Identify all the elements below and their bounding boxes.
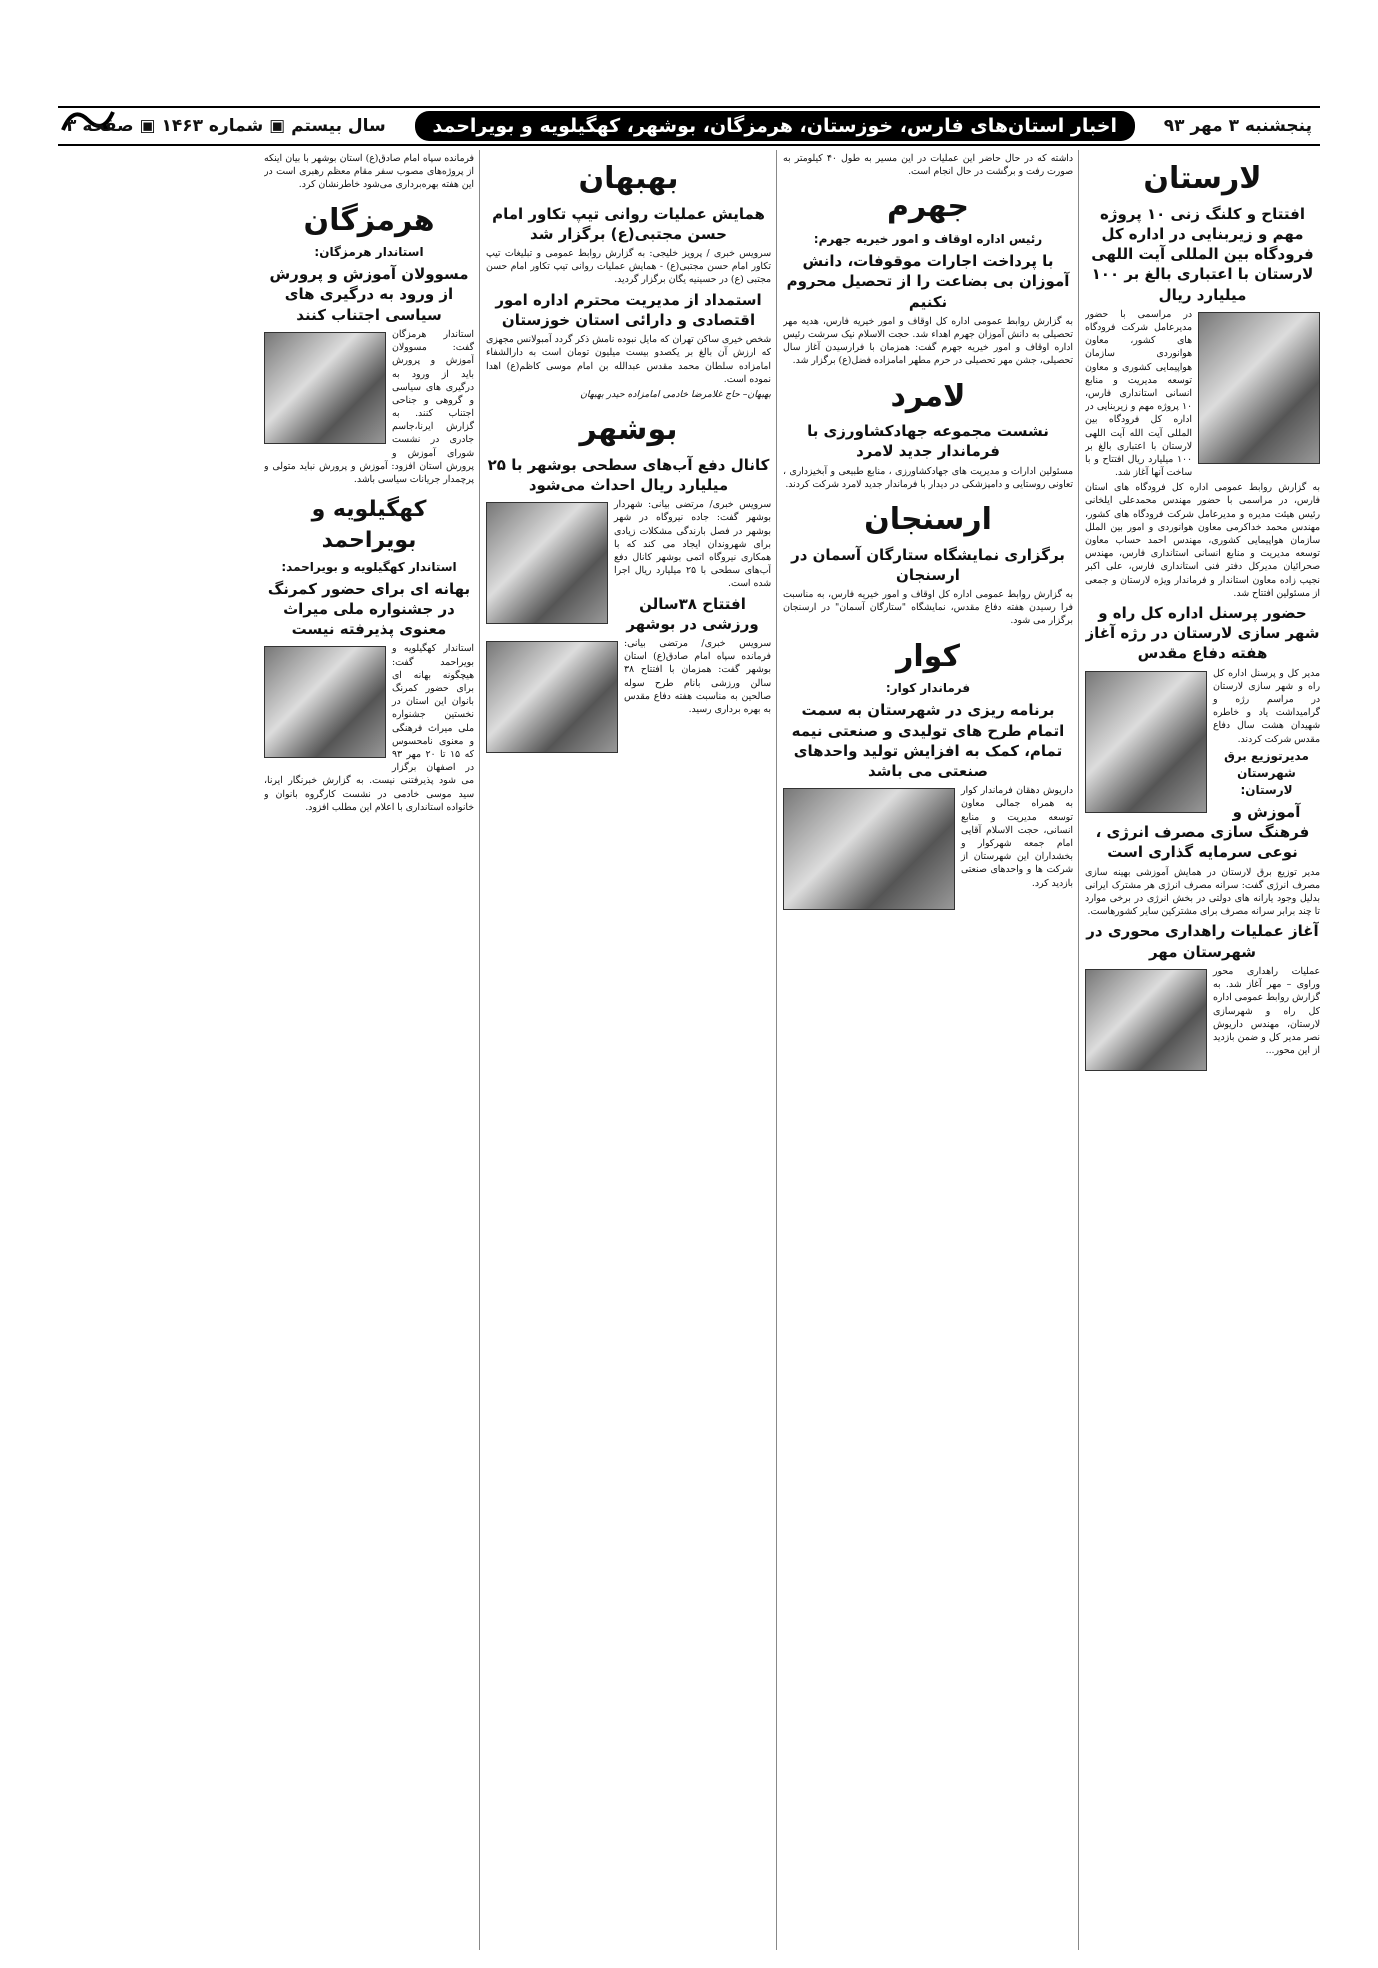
article-headline-psyops: همایش عملیات روانی تیپ تکاور امام حسن مجتبی(ع) برگزار شد <box>492 204 765 243</box>
article-paragraph: سرویس خبری/ مرتضی بیانی: فرمانده سپاه امام صادق(ع) استان بوشهر گفت: همزمان با افتتاح ۳۸ سالن ورزشی بانام طرح سوله صالحین به مناسبت هفته دفاع مقدس به بهره برداری رسید. <box>624 638 771 715</box>
column-larestan <box>1085 150 1320 1950</box>
article-paragraph: مسئولین ادارات و مدیریت های جهادکشاورزی ، منابع طبیعی و آبخیزداری ، تعاونی روستایی و دامپزشکی در دیدار با فرماندار جدید لامرد شرکت کردند. <box>783 465 1073 490</box>
article-paragraph: به گزارش روابط عمومی اداره کل اوقاف و امور خیریه فارس، هدیه مهر تحصیلی به دانش آموزان جهرم اهداء شد. حجت الاسلام نیک سرشت رئیس اداره اوقاف و امور خیریه جهرم گفت: همزمان با فرارسیدن آغاز سال تحصیلی، جشن مهر تحصیلی در حرم مطهر امامزاده فضل(ع) برگزار شد. <box>783 315 1073 367</box>
article-headline-canal: کانال دفع آب‌های سطحی بوشهر با ۲۵ میلیارد ریال احداث می‌شود <box>487 455 770 494</box>
column-divider <box>479 150 480 1950</box>
article-title-lamerd: لامرد <box>890 378 966 414</box>
photo-commander <box>486 641 618 753</box>
article-paragraph: فرمانده سپاه امام صادق(ع) استان بوشهر با بیان اینکه از پروژه‌های مصوب سفر مقام معظم رهبری است در این هفته بهره‌برداری می‌شود خاطرنشان کرد. <box>264 153 474 191</box>
column-divider <box>1078 150 1079 1950</box>
article-pretitle: فرماندار کوار: <box>885 681 971 696</box>
article-paragraph: سرویس خبری/ مرتضی بیانی: شهردار بوشهر گفت: جاده نیروگاه در شهر بوشهر در فصل بارندگی مشکلات زیادی برای شهروندان ایجاد می کند که با همکاری نیروگاه اتمی بوشهر کانال دفع آب‌های سطحی با ۲۵ میلیارد ریال اجرا شده است. <box>614 499 771 590</box>
article-headline-agriculture: نشست مجموعه جهادکشاورزی با فرماندار جدید لامرد <box>807 422 1049 461</box>
article-paragraph: به گزارش روابط عمومی اداره کل اوقاف و امور خیریه فارس، به مناسبت فرا رسیدن هفته دفاع مقدس، نمایشگاه "ستارگان آسمان" در ارسنجان برگزار می شود. <box>783 589 1073 627</box>
article-paragraph: استاندار هرمزگان گفت: مسوولان آموزش و پرورش باید از ورود به درگیری های سیاسی و گروهی و جناحی اجتناب کنند. به گزارش ایرنا،جاسم جادری در نشست شورای آموزش و پرورش استان افزود: آموزش و پرورش نباید متولی و پرچمدار جریانات سیاسی باشد. <box>264 328 474 485</box>
article-headline-education: مسوولان آموزش و پرورش از ورود به درگیری های سیاسی اجتناب کنند <box>269 265 469 324</box>
article-headline-request: استمداد از مدیریت محترم اداره امور اقتصادی و دارائی استان خوزستان <box>495 290 762 329</box>
photo-mayor <box>486 502 608 624</box>
column-fars <box>783 150 1073 1950</box>
article-paragraph: شخص خیری ساکن تهران که مایل نبوده نامش ذکر گردد آمبولانس مجهزی که ارزش آن بالغ بر یکصدو بیست میلیون تومان است به دارالشفاء امامزاده سلطان محمد مقدس عبدالله بن امام موسی کاظم(ع) اهدا نموده است. <box>486 334 771 385</box>
article-headline-gyms: افتتاح ۳۸سالن ورزشی در بوشهر <box>626 594 759 633</box>
article-headline-parade: حضور پرسنل اداره کل راه و شهر سازی لارستان در رژه آغاز هفته دفاع مقدس <box>1085 603 1320 663</box>
article-headline-airport: افتتاح و کلنگ زنی ۱۰ پروژه مهم و زیربنایی در اداره کل فرودگاه بین المللی آیت اللهی لارستان با اعتباری بالغ بر ۱۰۰ میلیارد ریال <box>1091 204 1314 304</box>
article-pretitle: استاندار کهگیلویه و بویراحمد: <box>281 559 457 574</box>
article-paragraph: داریوش دهقان فرماندار کوار به همراه جمالی معاون توسعه مدیریت و منابع انسانی، حجت الاسلام آقایی امام جمعه شهرکوار و بخشداران این شهرستان از شرکت ها و واحدهای صنعتی بازدید کرد. <box>961 785 1073 889</box>
header-date: پنجشنبه ۳ مهر ۹۳ <box>1163 116 1312 136</box>
photo-road-works <box>1085 969 1207 1071</box>
article-title-behbahan: بهبهان <box>578 161 679 196</box>
article-headline-exhibition: برگزاری نمایشگاه ستارگان آسمان در ارسنجان <box>791 545 1065 584</box>
header-section-title: اخبار استان‌های فارس، خوزستان، هرمزگان، بوشهر، کهگیلویه و بویراحمد <box>415 111 1135 141</box>
article-title-bushehr: بوشهر <box>579 412 678 448</box>
article-title-larestan: لارستان <box>1143 161 1262 196</box>
article-title-hormozgan: هرمزگان <box>303 202 435 238</box>
article-paragraph: در مراسمی با حضور مدیرعامل شرکت فرودگاه های کشور، معاون هوانوردی سازمان هواپیمایی کشوری و معاون توسعه مدیریت و منابع انسانی استانداری فارس، ۱۰ پروژه مهم و زیربنایی در اداره کل فرودگاه بین المللی آیت الله آیت اللهی لارستان با اعتباری بالغ بر ۱۰۰ میلیارد ریال افتتاح و با ساخت آنها آغاز شد. <box>1085 308 1192 479</box>
article-signature: بهبهان– حاج غلامرضا خادمی امامزاده حیدر بهبهان <box>580 388 771 400</box>
article-title-jahrom: جهرم <box>886 189 970 225</box>
header-issue-info: سال بیستم ▣ شماره ۱۴۶۳ ▣ صفحه ۳ <box>66 116 386 136</box>
column-divider <box>776 150 777 1950</box>
column-hormozgan-kb <box>264 150 474 1950</box>
column-khuzestan-bushehr <box>486 150 771 1950</box>
article-paragraph: عملیات راهداری محور وراوی – مهر آغاز شد. به گزارش روابط عمومی اداره کل راه و شهرسازی لارستان، مهندس داریوش نصر مدیر کل و ضمن بازدید از این محور... <box>1213 965 1320 1057</box>
article-paragraph: سرویس خبری / پرویز خلیجی: به گزارش روابط عمومی و تبلیغات تیپ تکاور امام حسن مجتبی(ع) - همایش عملیات روانی تیپ تکاور امام حسن مجتبی (ع) در حسینیه یگان برگزار گردید. <box>486 248 771 286</box>
photo-factory-visit <box>783 788 955 910</box>
article-paragraph: مدیر کل و پرسنل اداره کل راه و شهر سازی لارستان در مراسم رژه و گرامیداشت یاد و خاطره شهیدان هشت سال دفاع مقدس شرکت کردند. <box>1213 667 1320 745</box>
article-pretitle: رئیس اداره اوقاف و امور خیریه جهرم: <box>813 231 1043 246</box>
article-paragraph: استاندار کهگیلویه و بویراحمد گفت: هیچگونه بهانه ای برای حضور کمرنگ بانوان این استان در نخستین جشنواره ملی میراث فرهنگی و معنوی نامحسوس که ۱۵ تا ۲۰ مهر ۹۳ در اصفهان برگزار می شود پذیرفتنی نیست. به گزارش خبرنگار ایرنا، سید موسی خادمی در نشست کارگروه بانوان و خانواده استانداری با اعلام این مطلب افزود. <box>264 643 474 813</box>
article-title-kavar: کوار <box>896 638 960 674</box>
photo-parade <box>1085 671 1207 813</box>
article-pretitle: استاندار هرمزگان: <box>314 245 424 260</box>
article-headline-endowment: با پرداخت اجارات موقوفات، دانش آموزان بی بضاعت را از تحصیل محروم نکنیم <box>786 252 1070 311</box>
article-title-kohgiluyeh: کهگیلویه و بویراحمد <box>311 497 427 554</box>
article-headline-road: آغاز عملیات راهداری محوری در شهرستان مهر <box>1086 922 1319 961</box>
photo-governor-hormozgan <box>264 332 386 444</box>
article-headline-heritage: بهانه ای برای حضور کمرنگ در جشنواره ملی میراث معنوی پذیرفته نیست <box>267 579 471 639</box>
article-paragraph: مدیر توزیع برق لارستان در همایش آموزشی بهینه سازی مصرف انرژی گفت: سرانه مصرف انرژی هر مشترک ایرانی بدلیل وجود یارانه های دولتی در بخش انرژی در برخی موارد تا چند برابر سرانه مصرف برای مشترکین سایر کشورهاست. <box>1085 866 1320 918</box>
article-pretitle: مدیرتوزیع برق شهرستان لارستان: <box>1224 748 1309 797</box>
article-paragraph: داشته که در حال حاضر این عملیات در این مسیر به طول ۴۰ کیلومتر به صورت رفت و برگشت در حال انجام است. <box>783 153 1073 178</box>
photo-governor-kb <box>264 646 386 758</box>
article-title-arsanjan: ارسنجان <box>864 501 992 537</box>
article-paragraph: به گزارش روابط عمومی اداره کل فرودگاه های استان فارس، در مراسمی با حضور مهندس محمدعلی ایلخانی رئیس هیئت مدیره و مدیرعامل شرکت فرودگاه های کشور، مهندس محمد خداکرمی معاون هوانوردی و امور بین الملل سازمان هواپیمایی کشوری، مهندس احمد حساب معاون توسعه مدیریت و منابع انسانی استانداری فارس، مهندس صحرائیان مدیرکل دفتر فنی استانداری فارس، علی اکبر نجیب زاده معاون استاندار و فرماندار ویژه لارستان و جمعی از مسئولین افتتاح شد. <box>1085 482 1320 599</box>
article-headline-energy: آموزش و فرهنگ سازی مصرف انرژی ، نوعی سرمایه گذاری است <box>1095 802 1310 862</box>
photo-airport-ceremony <box>1198 312 1320 464</box>
page-header <box>58 106 1320 146</box>
article-headline-industry: برنامه ریزی در شهرستان به سمت اتمام طرح های تولیدی و صنعتی نیمه تمام، کمک به افزایش تولید واحدهای صنعتی می باشد <box>791 701 1065 780</box>
